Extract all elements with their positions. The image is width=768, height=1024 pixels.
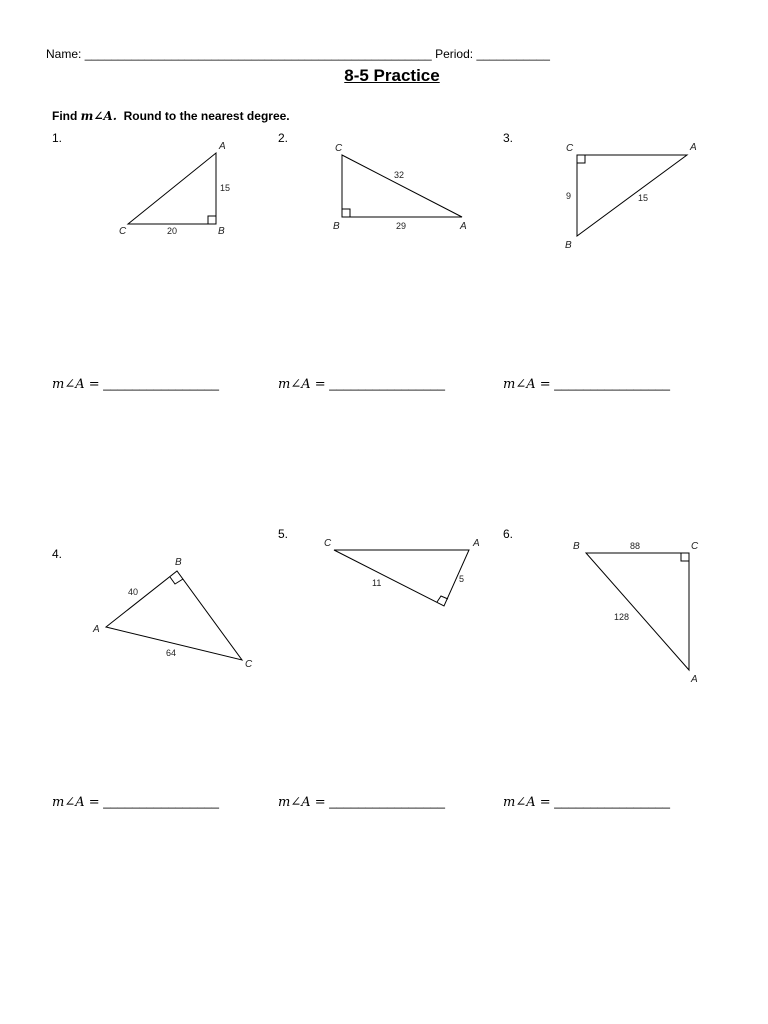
period-field[interactable]: ___________ (476, 47, 550, 61)
answer-field[interactable]: ________________ (554, 794, 670, 809)
vertex-b-label: B (175, 557, 182, 568)
side-label: 88 (630, 541, 641, 551)
answer-field[interactable]: ________________ (103, 376, 219, 391)
side-label: 64 (166, 648, 177, 658)
period-label: Period: (435, 47, 474, 61)
answer-field[interactable]: ________________ (103, 794, 219, 809)
worksheet-title: 8-5 Practice (344, 66, 440, 85)
answer-field[interactable]: ________________ (329, 794, 445, 809)
answer-label: m∠A = (278, 795, 326, 810)
side-label: 20 (167, 226, 178, 236)
answer-label: m∠A = (503, 795, 551, 810)
answer-5 (278, 794, 445, 810)
problem-4-number: 4. (52, 547, 63, 561)
answer-1 (52, 376, 219, 392)
answer-label: m∠A = (503, 377, 551, 392)
side-label: 5 (459, 574, 465, 584)
vertex-b-label: B (565, 240, 572, 251)
vertex-a-label: A (93, 624, 100, 635)
answer-field[interactable]: ________________ (329, 376, 445, 391)
vertex-b-label: B (333, 221, 340, 232)
answer-6 (503, 794, 670, 810)
vertex-a-label: A (460, 221, 467, 232)
vertex-c-label: C (324, 538, 332, 549)
answer-3 (503, 376, 670, 392)
answer-label: m∠A = (52, 795, 100, 810)
problem-6-number: 6. (503, 527, 514, 541)
instruction-angle: m∠A. (80, 109, 117, 123)
side-label: 9 (566, 191, 572, 201)
side-label: 29 (396, 221, 407, 231)
vertex-b-label: B (218, 226, 225, 237)
vertex-a-label: A (690, 142, 697, 153)
vertex-c-label: C (119, 226, 127, 237)
answer-label: m∠A = (278, 377, 326, 392)
side-label: 11 (372, 578, 382, 588)
answer-2 (278, 376, 445, 392)
problem-2-number: 2. (278, 131, 289, 145)
problem-5-number: 5. (278, 527, 289, 541)
vertex-c-label: C (566, 143, 574, 154)
side-label: 128 (614, 612, 630, 622)
right-angle-mark (681, 553, 689, 561)
side-label: 15 (220, 183, 231, 193)
vertex-a-label: A (473, 538, 480, 549)
answer-label: m∠A = (52, 377, 100, 392)
vertex-a-label: A (219, 141, 226, 152)
name-field[interactable]: ____________________________________________________ (84, 47, 432, 61)
instruction-rest: Round to the nearest degree. (123, 109, 290, 123)
vertex-a-label: A (691, 674, 698, 685)
answer-4 (52, 794, 219, 810)
vertex-c-label: C (245, 659, 253, 670)
triangle-6-shape (586, 553, 689, 670)
side-label: 15 (638, 193, 649, 203)
answer-field[interactable]: ________________ (554, 376, 670, 391)
side-label: 40 (128, 587, 139, 597)
name-label: Name: (46, 47, 82, 61)
problem-3-number: 3. (503, 131, 514, 145)
problem-1-number: 1. (52, 131, 63, 145)
instruction-find: Find (52, 109, 78, 123)
vertex-b-label: B (573, 541, 580, 552)
vertex-c-label: C (691, 541, 699, 552)
side-label: 32 (394, 170, 405, 180)
vertex-c-label: C (335, 143, 343, 154)
